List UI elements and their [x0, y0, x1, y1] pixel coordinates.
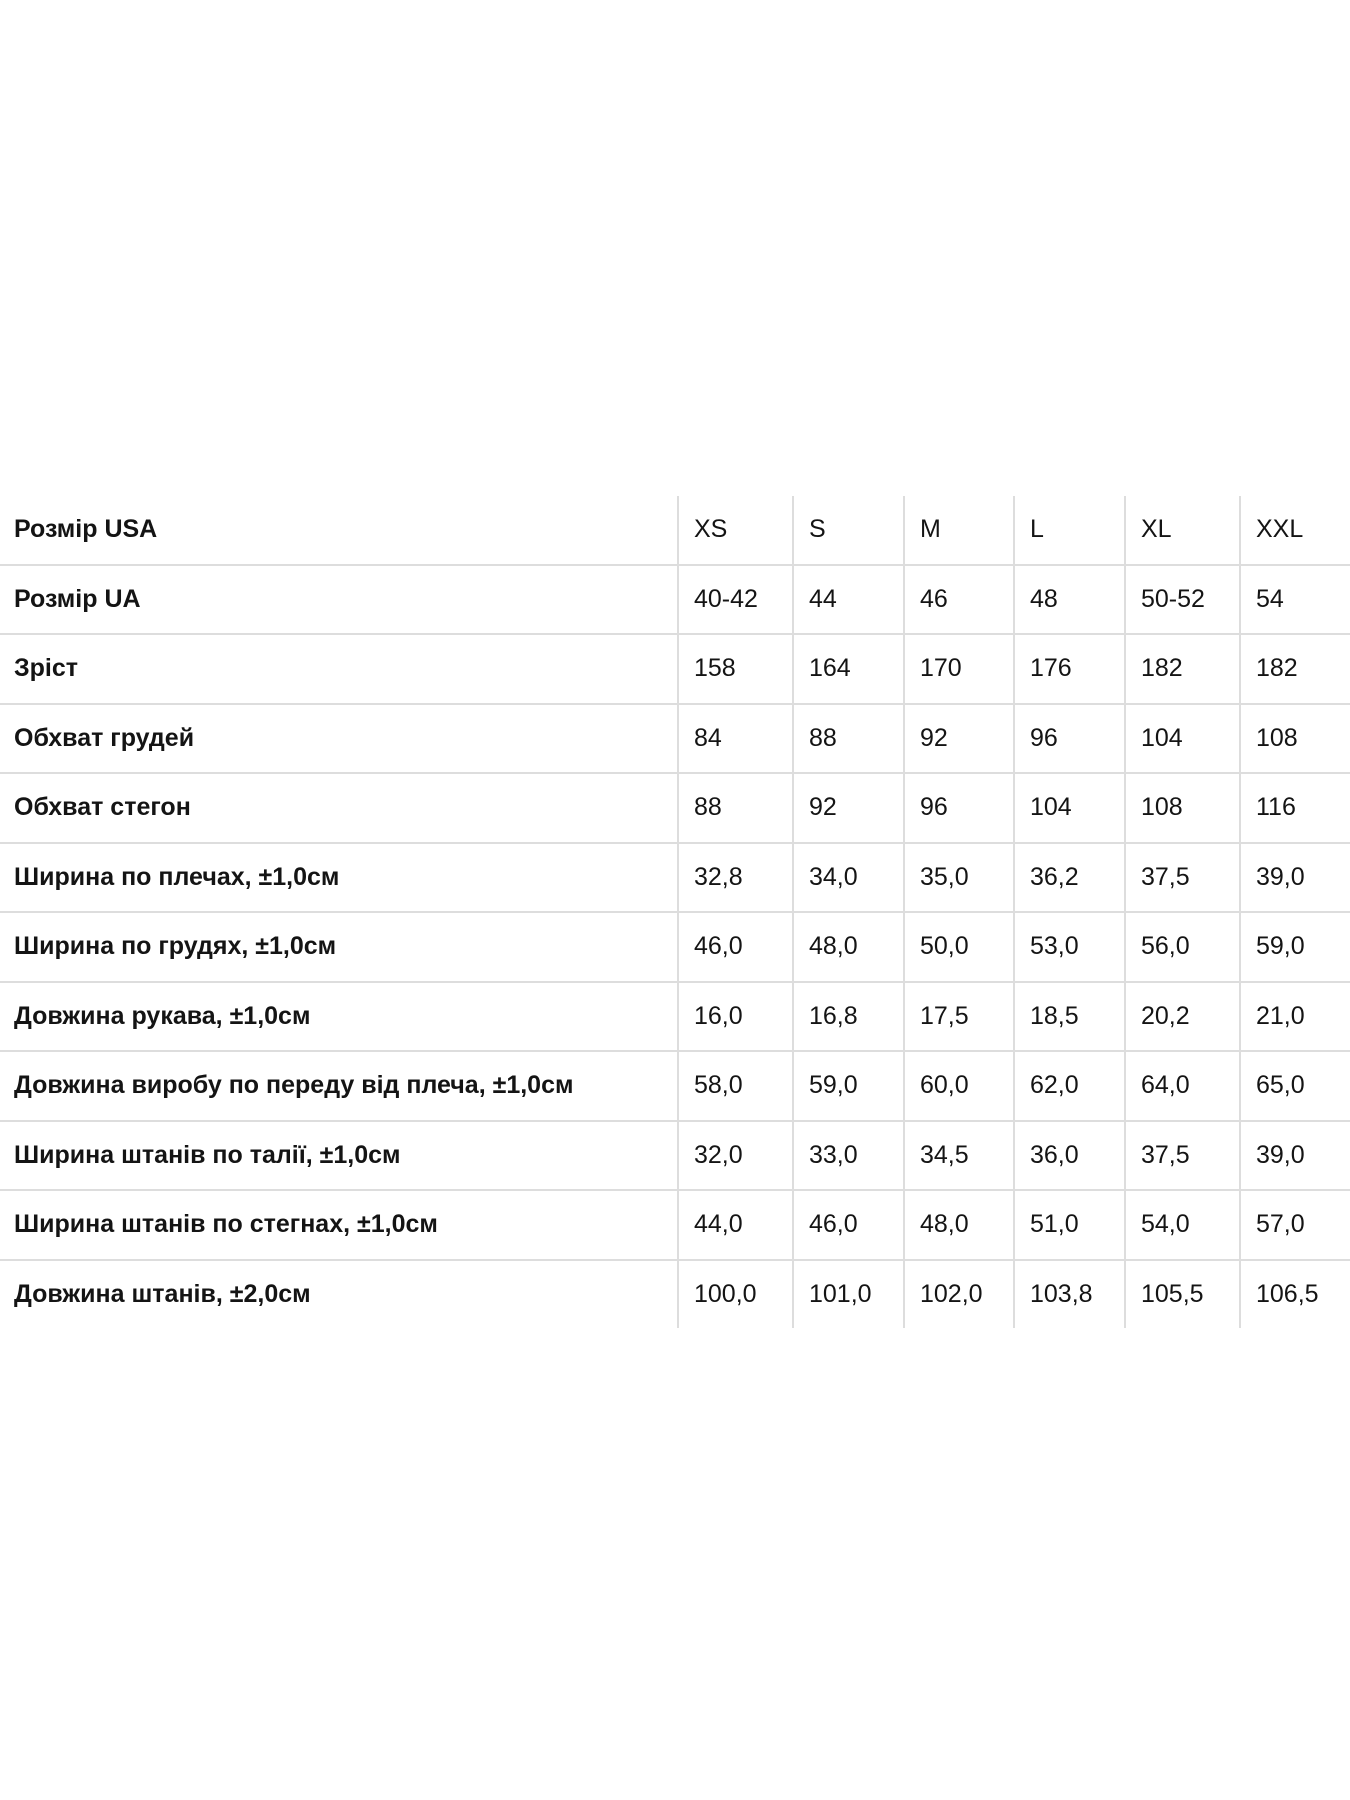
- size-chart-table: [0, 496, 1350, 1328]
- size-value-cell: 37,5: [1125, 843, 1240, 913]
- size-value-cell: 35,0: [904, 843, 1014, 913]
- size-value-cell: 39,0: [1240, 1121, 1350, 1191]
- size-value-cell: 182: [1240, 634, 1350, 704]
- size-value-cell: 108: [1125, 773, 1240, 843]
- table-row: [0, 843, 1350, 913]
- size-value-cell: 158: [678, 634, 793, 704]
- size-value-cell: 33,0: [793, 1121, 904, 1191]
- size-value-cell: 103,8: [1014, 1260, 1125, 1329]
- size-value-cell: 46,0: [793, 1190, 904, 1260]
- size-value-cell: 57,0: [1240, 1190, 1350, 1260]
- size-value-cell: 54,0: [1125, 1190, 1240, 1260]
- size-value-cell: 88: [793, 704, 904, 774]
- size-chart-body: [0, 496, 1350, 1328]
- table-row: [0, 496, 1350, 565]
- size-value-cell: 60,0: [904, 1051, 1014, 1121]
- size-value-cell: 20,2: [1125, 982, 1240, 1052]
- row-label: Довжина виробу по переду від плеча, ±1,0см: [0, 1051, 678, 1121]
- row-label: Довжина штанів, ±2,0см: [14, 1279, 311, 1308]
- size-value-cell: 34,5: [904, 1121, 1014, 1191]
- size-value-cell: 53,0: [1014, 912, 1125, 982]
- size-value-cell: 18,5: [1014, 982, 1125, 1052]
- size-value-cell: 96: [904, 773, 1014, 843]
- size-value-cell: 106,5: [1240, 1260, 1350, 1329]
- table-row: [0, 1121, 1350, 1191]
- size-value-cell: 65,0: [1240, 1051, 1350, 1121]
- row-label: Розмір USA: [0, 496, 678, 565]
- size-value-cell: 48,0: [793, 912, 904, 982]
- row-label: Ширина штанів по стегнах, ±1,0см: [0, 1190, 678, 1260]
- size-value-cell: 46: [904, 565, 1014, 635]
- size-value-cell: 58,0: [678, 1051, 793, 1121]
- size-value-cell: 54: [1240, 565, 1350, 635]
- table-row: [0, 912, 1350, 982]
- size-value-cell: 50-52: [1125, 565, 1240, 635]
- size-value-cell: 102,0: [904, 1260, 1014, 1329]
- size-value-cell: 59,0: [1240, 912, 1350, 982]
- size-value-cell: 32,0: [678, 1121, 793, 1191]
- size-value-cell: 88: [678, 773, 793, 843]
- row-label: Розмір UA: [0, 565, 678, 635]
- size-value-cell: S: [793, 496, 904, 565]
- size-value-cell: 16,8: [793, 982, 904, 1052]
- size-value-cell: 51,0: [1014, 1190, 1125, 1260]
- size-value-cell: 116: [1240, 773, 1350, 843]
- size-value-cell: 39,0: [1240, 843, 1350, 913]
- row-label: Обхват стегон: [0, 773, 678, 843]
- size-value-cell: 59,0: [793, 1051, 904, 1121]
- size-value-cell: 170: [904, 634, 1014, 704]
- size-value-cell: L: [1014, 496, 1125, 565]
- size-value-cell: 48: [1014, 565, 1125, 635]
- size-value-cell: 40-42: [678, 565, 793, 635]
- size-value-cell: 100,0: [678, 1260, 793, 1329]
- size-value-cell: XS: [678, 496, 793, 565]
- size-value-cell: 104: [1125, 704, 1240, 774]
- size-value-cell: 34,0: [793, 843, 904, 913]
- size-value-cell: 84: [678, 704, 793, 774]
- size-value-cell: 164: [793, 634, 904, 704]
- table-row: [0, 982, 1350, 1052]
- size-value-cell: 101,0: [793, 1260, 904, 1329]
- size-value-cell: 21,0: [1240, 982, 1350, 1052]
- row-label: Довжина рукава, ±1,0см: [0, 982, 678, 1052]
- size-value-cell: 46,0: [678, 912, 793, 982]
- size-value-cell: 105,5: [1125, 1260, 1240, 1329]
- size-value-cell: M: [904, 496, 1014, 565]
- size-value-cell: 182: [1125, 634, 1240, 704]
- size-value-cell: 37,5: [1125, 1121, 1240, 1191]
- size-value-cell: 17,5: [904, 982, 1014, 1052]
- table-row: [0, 1190, 1350, 1260]
- table-row: [0, 773, 1350, 843]
- table-row: [0, 565, 1350, 635]
- size-value-cell: 92: [904, 704, 1014, 774]
- row-label: Обхват грудей: [0, 704, 678, 774]
- size-value-cell: 36,2: [1014, 843, 1125, 913]
- size-value-cell: 176: [1014, 634, 1125, 704]
- size-value-cell: 92: [793, 773, 904, 843]
- size-value-cell: 48,0: [904, 1190, 1014, 1260]
- size-value-cell: 36,0: [1014, 1121, 1125, 1191]
- size-value-cell: 44: [793, 565, 904, 635]
- row-label: Ширина по грудях, ±1,0см: [0, 912, 678, 982]
- row-label: Ширина штанів по талії, ±1,0см: [0, 1121, 678, 1191]
- size-value-cell: XL: [1125, 496, 1240, 565]
- table-row: [0, 1260, 1350, 1329]
- size-value-cell: 96: [1014, 704, 1125, 774]
- size-value-cell: 56,0: [1125, 912, 1240, 982]
- row-label: Зріст: [0, 634, 678, 704]
- size-value-cell: 104: [1014, 773, 1125, 843]
- size-value-cell: 50,0: [904, 912, 1014, 982]
- size-value-cell: 32,8: [678, 843, 793, 913]
- size-value-cell: 44,0: [678, 1190, 793, 1260]
- size-value-cell: 62,0: [1014, 1051, 1125, 1121]
- size-value-cell: 64,0: [1125, 1051, 1240, 1121]
- table-row: [0, 1051, 1350, 1121]
- size-value-cell: XXL: [1240, 496, 1350, 565]
- row-label: Ширина по плечах, ±1,0см: [0, 843, 678, 913]
- table-row: [0, 704, 1350, 774]
- size-value-cell: 16,0: [678, 982, 793, 1052]
- table-row: [0, 634, 1350, 704]
- size-value-cell: 108: [1240, 704, 1350, 774]
